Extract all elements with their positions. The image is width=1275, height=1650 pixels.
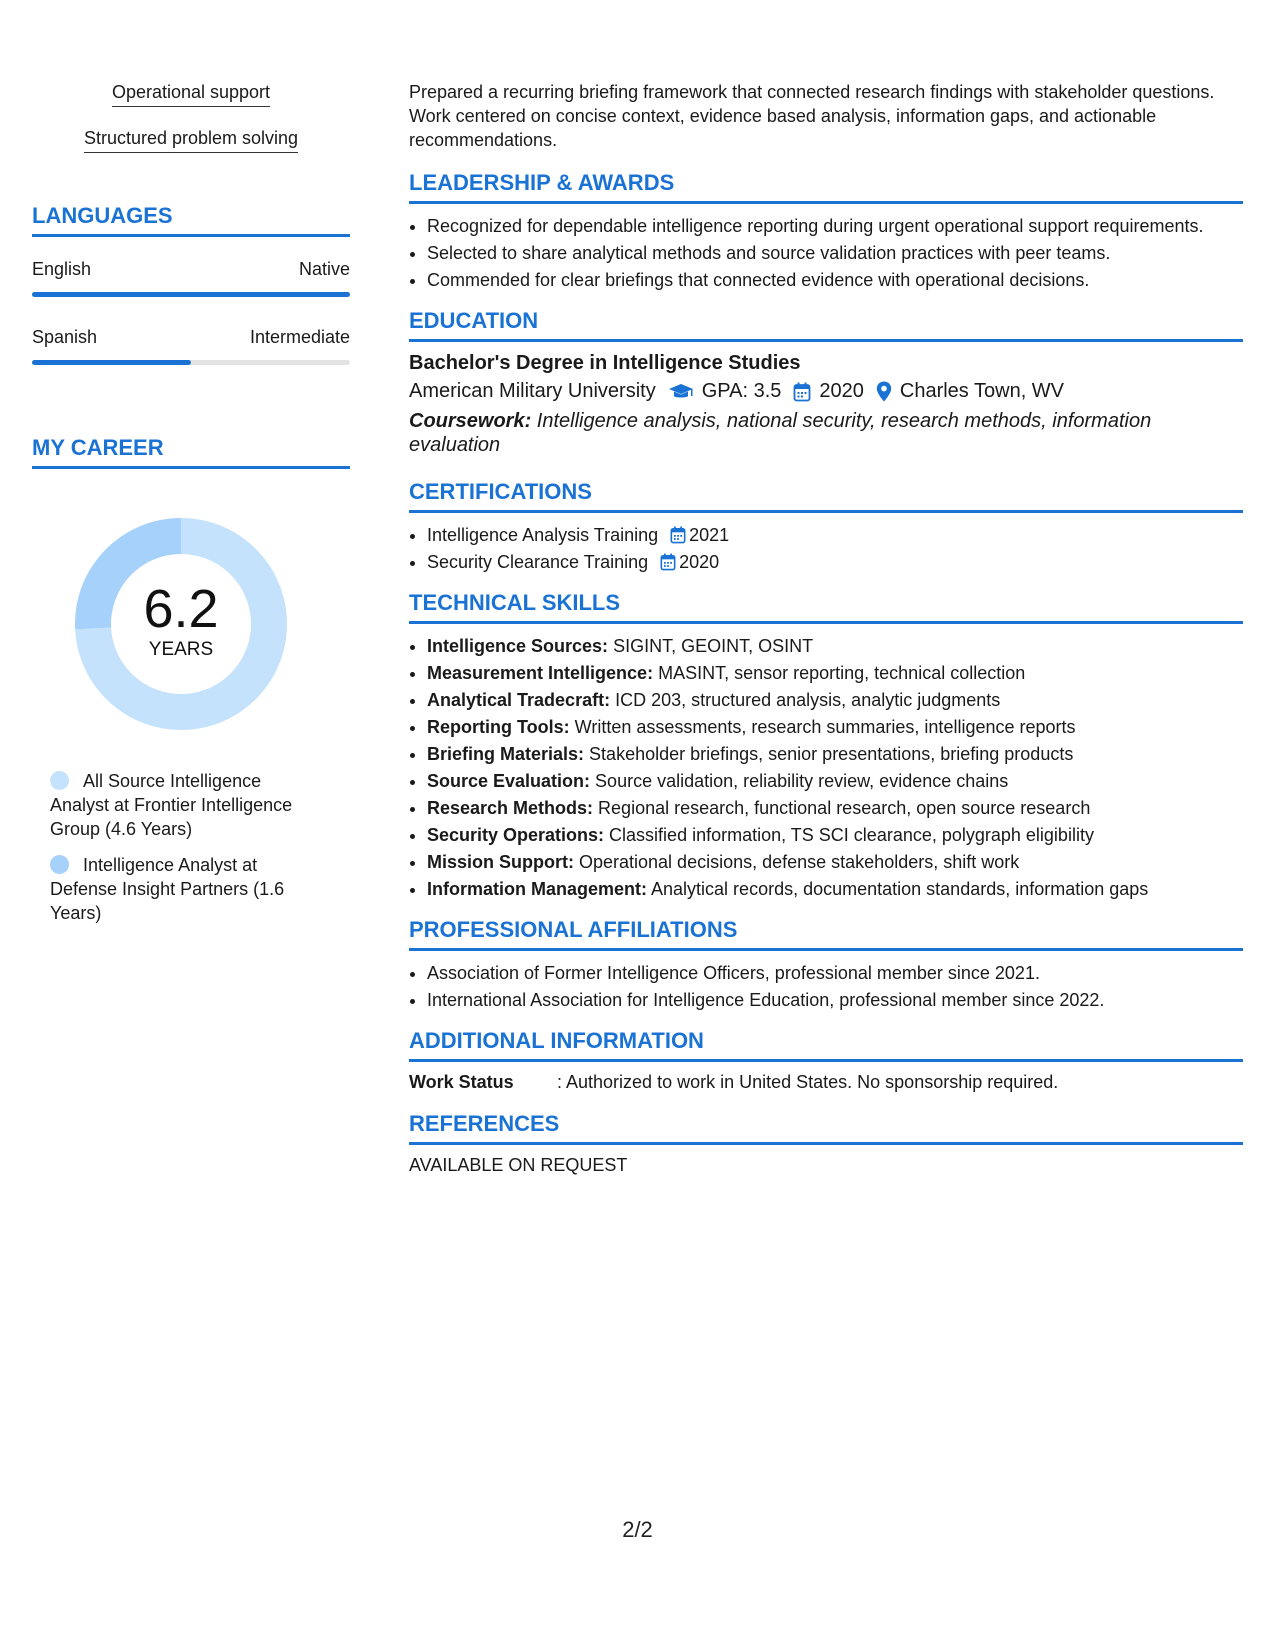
strength-item: Operational support xyxy=(32,82,350,107)
skill-label: Research Methods: xyxy=(427,798,594,818)
skill-label: Analytical Tradecraft: xyxy=(427,690,611,710)
language-bar-fill xyxy=(32,360,191,365)
skill-value: Analytical records, documentation standards, information gaps xyxy=(647,879,1149,899)
skill-item xyxy=(427,634,1243,658)
career-legend-item: Intelligence Analyst at Defense Insight Partners (1.6 Years) xyxy=(50,855,285,923)
references-text: AVAILABLE ON REQUEST xyxy=(409,1155,628,1175)
graduation-year: 2020 xyxy=(819,380,864,402)
legend-dot xyxy=(50,855,69,874)
map-pin-icon xyxy=(876,381,892,402)
skill-item xyxy=(427,742,1243,766)
skill-value: ICD 203, structured analysis, analytic judgments xyxy=(610,690,1001,710)
work-status-value: : Authorized to work in United States. No sponsorship required. xyxy=(557,1072,1059,1092)
skill-item xyxy=(427,769,1243,793)
list-item: • Recognized for dependable intelligence reporting during urgent operational support requirements. xyxy=(427,214,1243,238)
career-unit: YEARS xyxy=(148,639,214,660)
skill-item xyxy=(427,850,1243,874)
legend-dot xyxy=(50,771,69,790)
skill-label: Security Operations: xyxy=(427,825,605,845)
skill-item xyxy=(427,877,1243,901)
skill-value: Classified information, TS SCI clearance, polygraph eligibility xyxy=(604,825,1094,845)
calendar-icon xyxy=(793,382,811,402)
affiliations-heading: PROFESSIONAL AFFILIATIONS xyxy=(409,917,1243,951)
skill-value: SIGINT, GEOINT, OSINT xyxy=(608,636,814,656)
list-item: • Commended for clear briefings that connected evidence with operational decisions. xyxy=(427,268,1243,292)
language-name: English xyxy=(32,259,92,279)
calendar-icon xyxy=(660,553,676,571)
education-meta xyxy=(409,380,1243,403)
skill-value: Operational decisions, defense stakeholders, shift work xyxy=(574,852,1020,872)
career-legend xyxy=(32,769,320,925)
certification-item: • Intelligence Analysis Training 2021 xyxy=(427,523,1243,547)
school-name: American Military University xyxy=(409,380,656,402)
career-section xyxy=(32,435,350,925)
language-name: Spanish xyxy=(32,327,98,347)
additional-info-heading: ADDITIONAL INFORMATION xyxy=(409,1028,1243,1062)
language-bar-fill xyxy=(32,292,350,297)
skill-item xyxy=(427,688,1243,712)
languages-section xyxy=(32,203,350,365)
language-item xyxy=(32,259,350,297)
certification-item: • Security Clearance Training 2020 xyxy=(427,550,1243,574)
affiliations-section xyxy=(409,917,1243,1012)
skill-item xyxy=(427,796,1243,820)
references-heading: REFERENCES xyxy=(409,1111,1243,1145)
additional-info-section xyxy=(409,1028,1243,1093)
skill-item xyxy=(427,661,1243,685)
strength-item: Structured problem solving xyxy=(32,128,350,153)
language-level: Native xyxy=(298,259,350,279)
skill-label: Intelligence Sources: xyxy=(427,636,609,656)
skill-value: Source validation, reliability review, evidence chains xyxy=(590,771,1009,791)
references-section xyxy=(409,1111,1243,1176)
skill-label: Mission Support: xyxy=(427,852,574,872)
list-item: • Association of Former Intelligence Officers, professional member since 2021. xyxy=(427,961,1243,985)
calendar-icon xyxy=(670,526,686,544)
left-column xyxy=(32,82,350,937)
skill-label: Briefing Materials: xyxy=(427,744,585,764)
language-bar xyxy=(32,360,350,365)
skill-value: Stakeholder briefings, senior presentations, briefing products xyxy=(584,744,1074,764)
skill-label: Information Management: xyxy=(427,879,648,899)
school-location: Charles Town, WV xyxy=(899,380,1065,402)
education-section xyxy=(409,308,1243,457)
skill-label: Reporting Tools: xyxy=(427,717,570,737)
skill-value: MASINT, sensor reporting, technical collection xyxy=(653,663,1026,683)
work-status-label: Work Status xyxy=(409,1072,514,1092)
list-item: • International Association for Intelligence Education, professional member since 2022. xyxy=(427,988,1243,1012)
page-number: 2/2 xyxy=(622,1517,653,1542)
graduation-cap-icon xyxy=(668,383,694,401)
certifications-heading: CERTIFICATIONS xyxy=(409,479,1243,513)
list-item: • Selected to share analytical methods and source validation practices with peer teams. xyxy=(427,241,1243,265)
career-legend-item: All Source Intelligence Analyst at Frontier Intelligence Group (4.6 Years) xyxy=(50,771,293,839)
career-donut-chart xyxy=(66,509,296,739)
skill-item xyxy=(427,715,1243,739)
technical-skills-heading: TECHNICAL SKILLS xyxy=(409,590,1243,624)
gpa: GPA: 3.5 xyxy=(701,380,782,402)
coursework: Coursework: Intelligence analysis, national security, research methods, information evaluation xyxy=(409,410,1152,456)
certifications-section xyxy=(409,479,1243,574)
languages-heading: LANGUAGES xyxy=(32,203,350,237)
leadership-heading: LEADERSHIP & AWARDS xyxy=(409,170,1243,204)
right-column xyxy=(409,80,1243,1176)
skill-item xyxy=(427,823,1243,847)
summary-paragraph: Prepared a recurring briefing framework that connected research findings with stakeholder questions. Work centered on concise context, evidence based analysis, information gaps, and actionable recommendations. xyxy=(409,82,1215,150)
career-heading: MY CAREER xyxy=(32,435,350,469)
language-bar xyxy=(32,292,350,297)
education-heading: EDUCATION xyxy=(409,308,1243,342)
degree-title: Bachelor's Degree in Intelligence Studies xyxy=(409,352,801,374)
leadership-section xyxy=(409,170,1243,292)
language-level: Intermediate xyxy=(249,327,350,347)
work-status-row xyxy=(409,1072,1243,1093)
skill-value: Written assessments, research summaries, intelligence reports xyxy=(569,717,1076,737)
career-total: 6.2 xyxy=(143,579,219,639)
language-item xyxy=(32,327,350,365)
technical-skills-section xyxy=(409,590,1243,901)
skill-value: Regional research, functional research, open source research xyxy=(593,798,1091,818)
skill-label: Measurement Intelligence: xyxy=(427,663,654,683)
skill-label: Source Evaluation: xyxy=(427,771,591,791)
